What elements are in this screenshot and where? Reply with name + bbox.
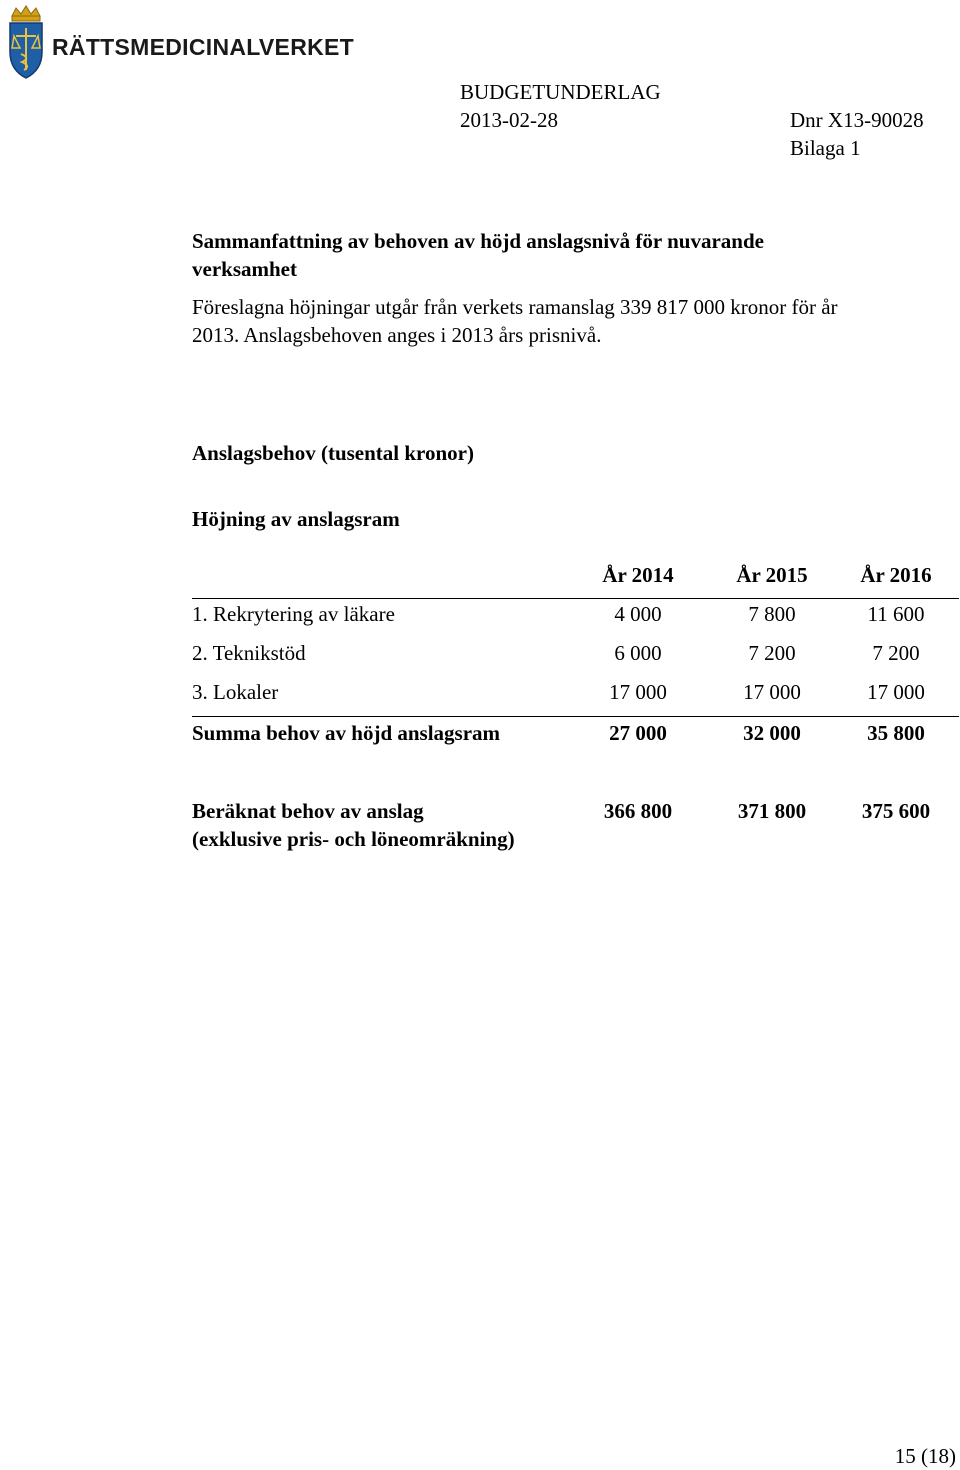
- page-number: 15 (18): [894, 1444, 956, 1468]
- table-cell: 7 200: [872, 641, 920, 665]
- table-row-label: 3. Lokaler: [192, 680, 279, 704]
- table-cell: 4 000: [614, 602, 662, 626]
- table-cell: 6 000: [614, 641, 662, 665]
- attachment-label: Bilaga 1: [790, 136, 861, 160]
- estimate-label-line1: Beräknat behov av anslag: [192, 799, 424, 823]
- summary-text-line1: Föreslagna höjningar utgår från verkets ramanslag 339 817 000 kronor för år: [192, 295, 838, 319]
- table-title: Anslagsbehov (tusental kronor): [192, 441, 474, 465]
- estimate-cell: 366 800: [603, 799, 673, 823]
- document-dnr: Dnr X13-90028: [790, 108, 924, 132]
- table-sum-rule: [192, 716, 959, 717]
- table-cell: 17 000: [743, 680, 801, 704]
- estimate-cell: 371 800: [737, 799, 807, 823]
- sum-cell: 32 000: [743, 721, 801, 745]
- table-cell: 7 800: [748, 602, 796, 626]
- table-row-label: 2. Teknikstöd: [192, 641, 306, 665]
- summary-heading-line2: verksamhet: [192, 257, 297, 281]
- sum-cell: 35 800: [867, 721, 925, 745]
- sum-label: Summa behov av höjd anslagsram: [192, 721, 501, 745]
- document-date: 2013-02-28: [460, 108, 558, 132]
- summary-heading-line1: Sammanfattning av behoven av höjd anslagsnivå för nuvarande: [192, 229, 764, 253]
- table-cell: 17 000: [867, 680, 925, 704]
- table-row-label: 1. Rekrytering av läkare: [192, 602, 395, 626]
- table-cell: 7 200: [748, 641, 796, 665]
- estimate-cell: 375 600: [861, 799, 931, 823]
- column-header-2014: År 2014: [602, 563, 674, 587]
- sum-cell: 27 000: [609, 721, 667, 745]
- table-top-rule: [192, 598, 959, 599]
- table-subtitle: Höjning av anslagsram: [192, 507, 400, 531]
- summary-text-line2: 2013. Anslagsbehoven anges i 2013 års prisnivå.: [192, 323, 602, 347]
- coat-of-arms-logo: [4, 4, 48, 84]
- document-type: BUDGETUNDERLAG: [460, 80, 661, 104]
- estimate-label-line2: (exklusive pris- och löneomräkning): [192, 827, 515, 851]
- column-header-2015: År 2015: [736, 563, 808, 587]
- column-header-2016: År 2016: [860, 563, 932, 587]
- table-cell: 17 000: [609, 680, 667, 704]
- organization-name: RÄTTSMEDICINALVERKET: [52, 34, 355, 60]
- table-cell: 11 600: [867, 602, 925, 626]
